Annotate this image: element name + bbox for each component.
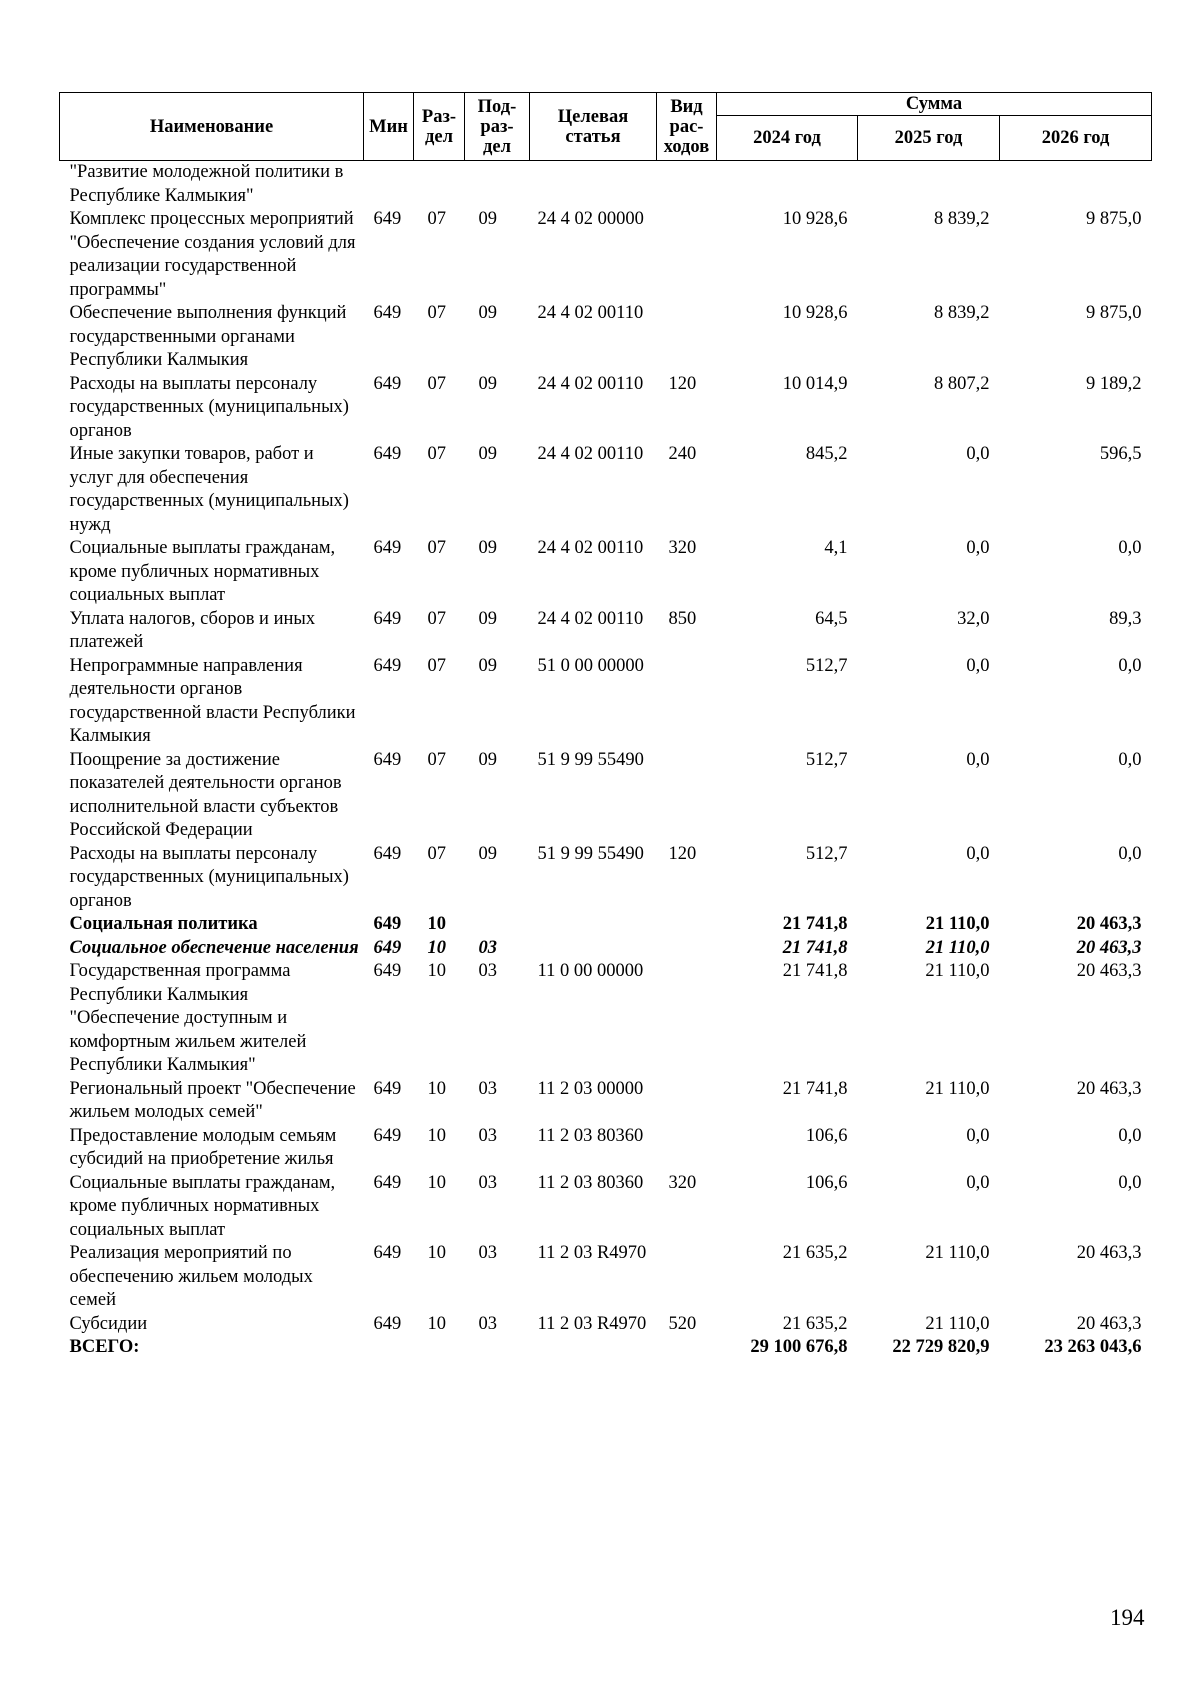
row-podrazdel: 03 — [478, 937, 497, 958]
row-sum-2024: 512,7 — [805, 843, 848, 864]
row-min: 649 — [373, 538, 402, 558]
table-row — [60, 1336, 1152, 1360]
row-podrazdel: 09 — [478, 444, 497, 464]
row-podrazdel — [465, 913, 530, 937]
row-min: 649 — [373, 1125, 402, 1146]
row-vid-rashodov — [657, 655, 717, 749]
row-razdel: 07 — [427, 843, 446, 864]
row-name: Региональный проект "Обеспечение жильем молодых семей" — [69, 1078, 356, 1122]
row-sum-2024: 21 741,8 — [782, 914, 848, 934]
row-podrazdel: 09 — [478, 209, 497, 229]
row-min: 649 — [373, 914, 402, 934]
header-year-2025: 2025 год — [858, 116, 1000, 161]
row-sum-2024: 845,2 — [805, 444, 848, 464]
row-celevaya-statya: 24 4 02 00110 — [537, 303, 644, 323]
row-vid-rashodov: 850 — [668, 608, 697, 629]
row-sum-2025: 0,0 — [966, 749, 990, 770]
row-sum-2026: 89,3 — [1109, 608, 1142, 629]
row-min — [364, 1336, 414, 1360]
row-sum-2026 — [1000, 161, 1152, 209]
table-row — [60, 608, 1152, 655]
row-celevaya-statya: 24 4 02 00110 — [537, 373, 644, 394]
row-sum-2026: 23 263 043,6 — [1044, 1337, 1142, 1357]
row-razdel: 07 — [427, 209, 446, 229]
row-razdel: 10 — [427, 937, 446, 958]
table-row — [60, 537, 1152, 608]
row-sum-2024: 106,6 — [805, 1125, 848, 1146]
row-razdel: 10 — [427, 1125, 446, 1146]
row-min: 649 — [373, 749, 402, 770]
row-sum-2025: 21 110,0 — [925, 1078, 990, 1099]
row-sum-2024: 512,7 — [805, 655, 848, 676]
row-sum-2026: 9 875,0 — [1086, 303, 1142, 323]
row-razdel: 07 — [427, 303, 446, 323]
table-row — [60, 960, 1152, 1078]
row-vid-rashodov: 120 — [668, 843, 697, 864]
row-name: Социальная политика — [69, 914, 258, 934]
row-celevaya-statya: 24 4 02 00110 — [537, 538, 644, 558]
row-podrazdel: 09 — [478, 749, 497, 770]
row-celevaya-statya: 24 4 02 00110 — [537, 444, 644, 464]
row-name: Реализация мероприятий по обеспечению жильем молодых семей — [69, 1243, 313, 1310]
row-podrazdel: 09 — [478, 608, 497, 629]
row-sum-2024: 4,1 — [824, 538, 848, 558]
row-sum-2024: 21 741,8 — [782, 961, 848, 981]
row-razdel — [414, 1336, 465, 1360]
table-body — [60, 161, 1152, 1360]
row-sum-2026: 596,5 — [1099, 444, 1142, 464]
table-row — [60, 1125, 1152, 1172]
row-sum-2026: 0,0 — [1118, 538, 1142, 558]
row-razdel: 07 — [427, 373, 446, 394]
row-sum-2026: 9 875,0 — [1086, 209, 1142, 229]
row-vid-rashodov: 120 — [668, 373, 697, 394]
row-sum-2025: 0,0 — [966, 1125, 990, 1146]
row-vid-rashodov: 320 — [668, 538, 697, 558]
row-celevaya-statya — [530, 937, 657, 961]
row-vid-rashodov — [657, 1125, 717, 1172]
row-min: 649 — [373, 961, 402, 981]
row-name: Непрограммные направления деятельности органов государственной власти Республики Калмыкия — [69, 655, 356, 746]
row-razdel: 07 — [427, 538, 446, 558]
header-summa: Сумма — [717, 93, 1152, 116]
row-celevaya-statya: 51 0 00 00000 — [537, 655, 644, 676]
page-number: 194 — [1110, 1605, 1145, 1630]
row-sum-2025: 8 807,2 — [934, 373, 990, 394]
row-sum-2026: 20 463,3 — [1076, 961, 1142, 981]
row-podrazdel: 09 — [478, 373, 497, 394]
row-celevaya-statya: 51 9 99 55490 — [537, 843, 644, 864]
row-sum-2026: 0,0 — [1118, 655, 1142, 676]
row-sum-2025: 22 729 820,9 — [892, 1337, 990, 1357]
row-celevaya-statya: 11 2 03 R4970 — [537, 1313, 647, 1334]
row-sum-2025: 21 110,0 — [925, 961, 990, 981]
row-podrazdel: 03 — [478, 1172, 497, 1193]
row-name: Социальные выплаты гражданам, кроме публичных нормативных социальных выплат — [69, 1172, 336, 1240]
table-row — [60, 843, 1152, 914]
row-sum-2024: 21 635,2 — [782, 1243, 848, 1263]
row-razdel — [414, 161, 465, 209]
row-sum-2026: 0,0 — [1118, 843, 1142, 864]
row-name: Социальное обеспечение населения — [69, 937, 359, 958]
row-name: ВСЕГО: — [69, 1337, 140, 1357]
table-row — [60, 208, 1152, 302]
row-sum-2025: 0,0 — [966, 538, 990, 558]
row-sum-2025: 0,0 — [966, 843, 990, 864]
row-name: "Развитие молодежной политики в Республике Калмыкия" — [69, 162, 344, 206]
row-min — [364, 161, 414, 209]
row-razdel: 07 — [427, 749, 446, 770]
row-sum-2026: 0,0 — [1118, 1125, 1142, 1146]
row-vid-rashodov: 240 — [668, 444, 697, 464]
header-vid-rashodov: Вид рас-ходов — [657, 93, 717, 161]
row-razdel: 10 — [427, 1243, 446, 1263]
row-razdel: 07 — [427, 444, 446, 464]
row-sum-2024: 10 928,6 — [782, 303, 848, 323]
row-podrazdel: 03 — [478, 961, 497, 981]
row-sum-2026: 20 463,3 — [1076, 1078, 1142, 1099]
row-celevaya-statya — [530, 1336, 657, 1360]
table-row — [60, 1242, 1152, 1313]
row-vid-rashodov — [657, 1078, 717, 1125]
row-sum-2024: 512,7 — [805, 749, 848, 770]
row-razdel: 10 — [427, 961, 446, 981]
row-razdel: 07 — [427, 655, 446, 676]
row-sum-2025: 0,0 — [966, 655, 990, 676]
row-sum-2024: 21 741,8 — [782, 1078, 848, 1099]
row-vid-rashodov — [657, 1242, 717, 1313]
row-sum-2024: 10 928,6 — [782, 209, 848, 229]
row-name: Иные закупки товаров, работ и услуг для обеспечения государственных (муниципальных) нужд — [69, 444, 349, 535]
row-name: Субсидии — [69, 1313, 148, 1334]
row-vid-rashodov — [657, 1336, 717, 1360]
row-celevaya-statya: 11 0 00 00000 — [537, 961, 644, 981]
row-celevaya-statya: 11 2 03 80360 — [537, 1172, 644, 1193]
table-row — [60, 1313, 1152, 1337]
row-vid-rashodov — [657, 161, 717, 209]
budget-table — [59, 92, 1152, 1360]
row-name: Расходы на выплаты персоналу государственных (муниципальных) органов — [69, 373, 349, 441]
row-sum-2026: 0,0 — [1118, 1172, 1142, 1193]
table-row — [60, 302, 1152, 373]
row-sum-2024: 106,6 — [805, 1172, 848, 1193]
header-min: Мин — [364, 93, 414, 161]
header-name: Наименование — [60, 93, 364, 161]
row-min: 649 — [373, 937, 402, 958]
row-razdel: 07 — [427, 608, 446, 629]
row-podrazdel: 03 — [478, 1243, 497, 1263]
row-sum-2024: 10 014,9 — [782, 373, 848, 394]
row-sum-2025: 21 110,0 — [925, 1313, 990, 1334]
row-name: Государственная программа Республики Калмыкия "Обеспечение доступным и комфортным жильем жителей Республики Калмыкия" — [69, 961, 307, 1075]
row-sum-2024: 21 635,2 — [782, 1313, 848, 1334]
row-min: 649 — [373, 444, 402, 464]
row-min: 649 — [373, 1172, 402, 1193]
row-vid-rashodov — [657, 937, 717, 961]
row-vid-rashodov — [657, 913, 717, 937]
row-sum-2024: 29 100 676,8 — [750, 1337, 848, 1357]
row-name: Расходы на выплаты персоналу государственных (муниципальных) органов — [69, 843, 349, 911]
table-row — [60, 937, 1152, 961]
row-min: 649 — [373, 1313, 402, 1334]
row-celevaya-statya: 11 2 03 80360 — [537, 1125, 644, 1146]
row-sum-2026: 0,0 — [1118, 749, 1142, 770]
header-podrazdel: Под-раз-дел — [465, 93, 530, 161]
row-celevaya-statya: 24 4 02 00110 — [537, 608, 644, 629]
row-sum-2026: 9 189,2 — [1086, 373, 1142, 394]
table-row — [60, 749, 1152, 843]
row-podrazdel: 09 — [478, 843, 497, 864]
row-sum-2025 — [858, 161, 1000, 209]
row-min: 649 — [373, 843, 402, 864]
row-podrazdel: 03 — [478, 1125, 497, 1146]
table-row — [60, 373, 1152, 444]
row-podrazdel: 03 — [478, 1078, 497, 1099]
row-sum-2025: 0,0 — [966, 444, 990, 464]
row-celevaya-statya: 24 4 02 00000 — [537, 209, 644, 229]
row-vid-rashodov — [657, 749, 717, 843]
row-celevaya-statya — [530, 161, 657, 209]
row-sum-2025: 21 110,0 — [925, 914, 990, 934]
row-vid-rashodov: 320 — [668, 1172, 697, 1193]
row-sum-2026: 20 463,3 — [1076, 937, 1142, 958]
row-min: 649 — [373, 373, 402, 394]
header-year-2024: 2024 год — [717, 116, 858, 161]
row-min: 649 — [373, 655, 402, 676]
table-row — [60, 1172, 1152, 1243]
row-podrazdel: 09 — [478, 303, 497, 323]
row-min: 649 — [373, 1243, 402, 1263]
table-row — [60, 655, 1152, 749]
row-celevaya-statya: 51 9 99 55490 — [537, 749, 644, 770]
table-row — [60, 913, 1152, 937]
row-celevaya-statya: 11 2 03 00000 — [537, 1078, 644, 1099]
table-row — [60, 161, 1152, 209]
row-sum-2025: 21 110,0 — [925, 937, 990, 958]
row-vid-rashodov — [657, 302, 717, 373]
row-razdel: 10 — [427, 1078, 446, 1099]
row-podrazdel: 03 — [478, 1313, 497, 1334]
row-sum-2024 — [717, 161, 858, 209]
header-razdel: Раз-дел — [414, 93, 465, 161]
header-celevaya-statya: Целевая статья — [530, 93, 657, 161]
row-sum-2024: 21 741,8 — [782, 937, 848, 958]
row-name: Социальные выплаты гражданам, кроме публичных нормативных социальных выплат — [69, 538, 336, 605]
row-vid-rashodov — [657, 208, 717, 302]
row-name: Комплекс процессных мероприятий "Обеспечение создания условий для реализации государственной программы" — [69, 209, 356, 300]
row-razdel: 10 — [427, 1172, 446, 1193]
row-razdel: 10 — [427, 914, 446, 934]
row-podrazdel: 09 — [478, 538, 497, 558]
row-sum-2026: 20 463,3 — [1076, 1313, 1142, 1334]
row-sum-2025: 8 839,2 — [934, 209, 990, 229]
header-year-2026: 2026 год — [1000, 116, 1152, 161]
row-podrazdel — [465, 161, 530, 209]
row-razdel: 10 — [427, 1313, 446, 1334]
row-sum-2025: 8 839,2 — [934, 303, 990, 323]
row-sum-2026: 20 463,3 — [1076, 1243, 1142, 1263]
row-sum-2024: 64,5 — [815, 608, 848, 629]
row-name: Обеспечение выполнения функций государственными органами Республики Калмыкия — [69, 303, 347, 370]
row-sum-2025: 0,0 — [966, 1172, 990, 1193]
row-min: 649 — [373, 209, 402, 229]
row-sum-2026: 20 463,3 — [1076, 914, 1142, 934]
row-vid-rashodov — [657, 960, 717, 1078]
row-name: Уплата налогов, сборов и иных платежей — [69, 608, 316, 652]
table-header — [60, 93, 1152, 161]
row-name: Предоставление молодым семьям субсидий на приобретение жилья — [69, 1125, 337, 1169]
row-sum-2025: 32,0 — [957, 608, 990, 629]
row-vid-rashodov: 520 — [668, 1313, 697, 1334]
table-row — [60, 1078, 1152, 1125]
table-row — [60, 443, 1152, 537]
row-podrazdel: 09 — [478, 655, 497, 676]
row-podrazdel — [465, 1336, 530, 1360]
row-celevaya-statya — [530, 913, 657, 937]
row-name: Поощрение за достижение показателей деятельности органов исполнительной власти субъектов Российской Федерации — [69, 749, 342, 840]
row-min: 649 — [373, 608, 402, 629]
row-min: 649 — [373, 303, 402, 323]
row-min: 649 — [373, 1078, 402, 1099]
row-celevaya-statya: 11 2 03 R4970 — [537, 1243, 647, 1263]
row-sum-2025: 21 110,0 — [925, 1243, 990, 1263]
